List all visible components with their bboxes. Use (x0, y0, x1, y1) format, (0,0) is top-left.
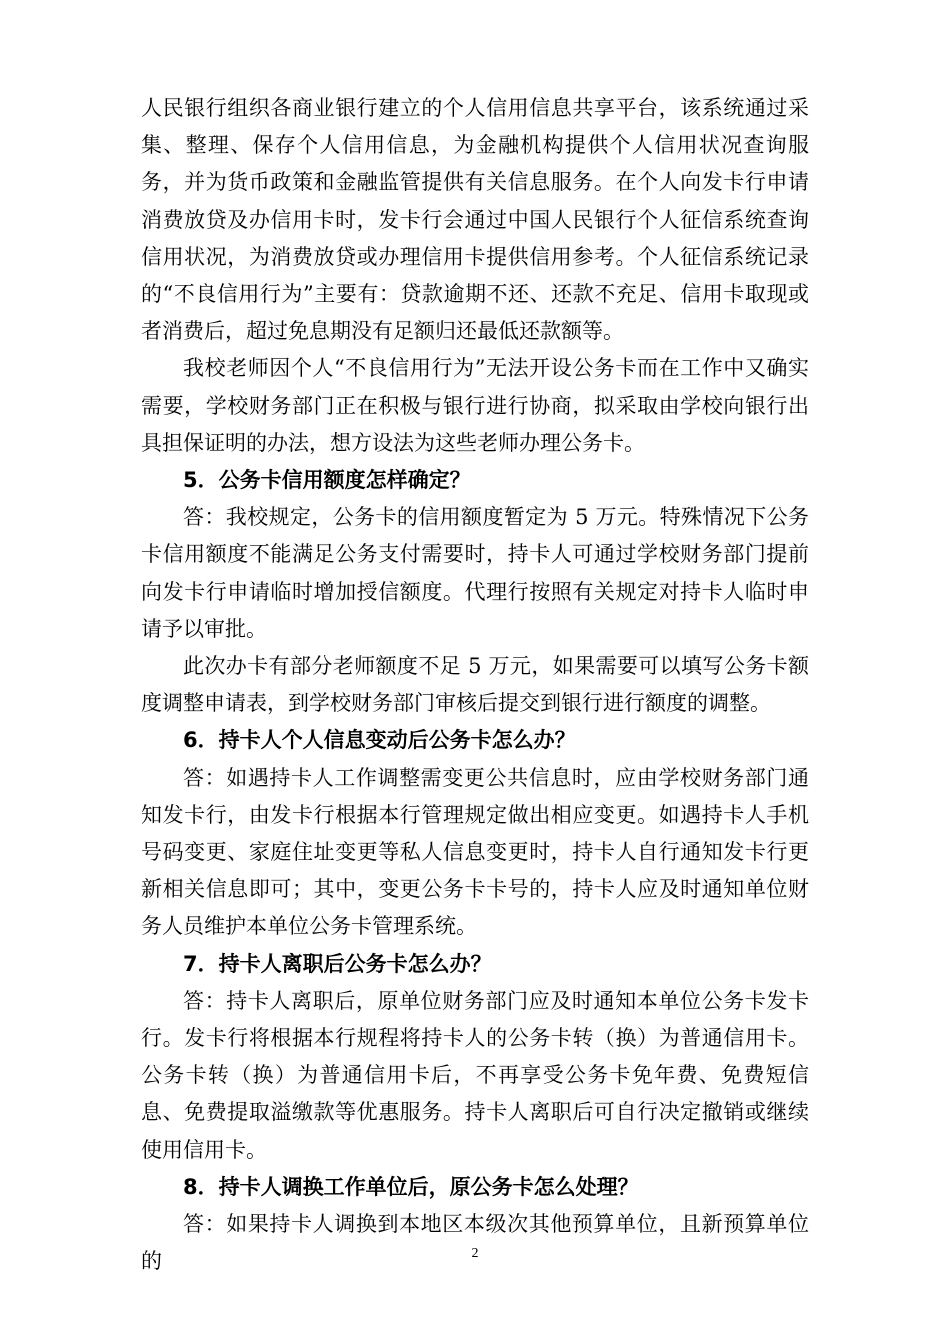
heading-question-5: 5．公务卡信用额度怎样确定？ (183, 468, 471, 493)
paragraph-answer-5: 答：我校规定，公务卡的信用额度暂定为 5 万元。特殊情况下公务卡信用额度不能满足公务支付需要时，持卡人可通过学校财务部门提前向发卡行申请临时增加授信额度。代理行按照有关规定对持卡人临时申请予以审批。 (141, 505, 809, 641)
paragraph-answer-8: 答：如果持卡人调换到本地区本级次其他预算单位，且新预算单位的 (141, 1212, 809, 1274)
heading-question-6: 6．持卡人个人信息变动后公务卡怎么办？ (183, 728, 576, 753)
paragraph-answer-6: 答：如遇持卡人工作调整需变更公共信息时，应由学校财务部门通知发卡行，由发卡行根据本行管理规定做出相应变更。如遇持卡人手机号码变更、家庭住址变更等私人信息变更时，持卡人自行通知发卡行更新相关信息即可；其中，变更公务卡卡号的，持卡人应及时通知单位财务人员维护本单位公务卡管理系统。 (141, 765, 809, 939)
paragraph-answer-7: 答：持卡人离职后，原单位财务部门应及时通知本单位公务卡发卡行。发卡行将根据本行规程将持卡人的公务卡转（换）为普通信用卡。公务卡转（换）为普通信用卡后，不再享受公务卡免年费、免费短信息、免费提取溢缴款等优惠服务。持卡人离职后可自行决定撤销或继续使用信用卡。 (141, 988, 809, 1162)
paragraph-bad-credit-teachers: 我校老师因个人“不良信用行为”无法开设公务卡而在工作中又确实需要，学校财务部门正在积极与银行进行协商，拟采取由学校向银行出具担保证明的办法，想方设法为这些老师办理公务卡。 (141, 356, 809, 455)
heading-question-8: 8．持卡人调换工作单位后，原公务卡怎么处理？ (183, 1174, 639, 1199)
paragraph-quota-adjustment: 此次办卡有部分老师额度不足 5 万元，如果需要可以填写公务卡额度调整申请表，到学校财务部门审核后提交到银行进行额度的调整。 (141, 654, 809, 716)
heading-question-7: 7．持卡人离职后公务卡怎么办？ (183, 951, 492, 976)
document-body (141, 90, 809, 1281)
paragraph-credit-system: 人民银行组织各商业银行建立的个人信用信息共享平台，该系统通过采集、整理、保存个人信用信息，为金融机构提供个人信用状况查询服务，并为货币政策和金融监管提供有关信息服务。在个人向发卡行申请消费放贷及办信用卡时，发卡行会通过中国人民银行个人征信系统查询信用状况，为消费放贷或办理信用卡提供信用参考。个人征信系统记录的“不良信用行为”主要有：贷款逾期不还、还款不充足、信用卡取现或者消费后，超过免息期没有足额归还最低还款额等。 (141, 96, 809, 344)
page-number: 2 (471, 1246, 479, 1261)
